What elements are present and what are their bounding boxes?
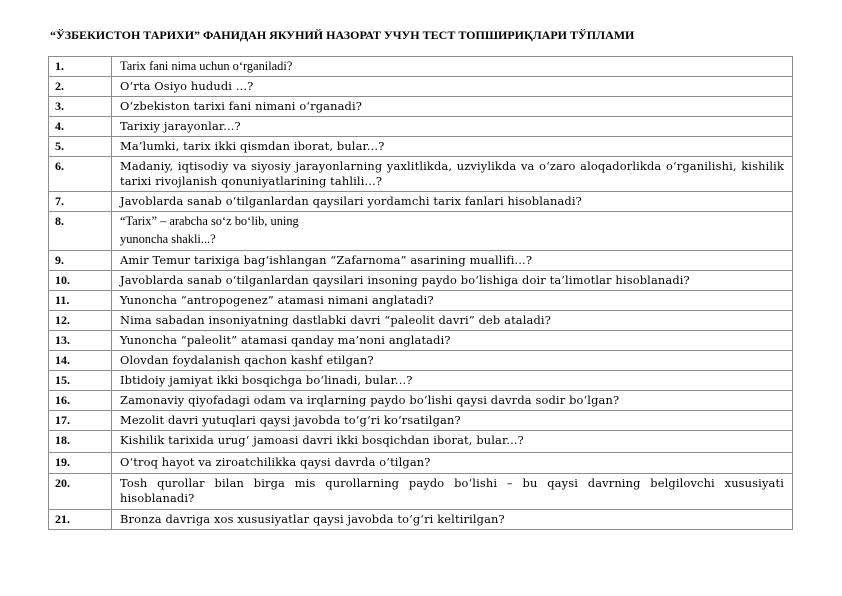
table-row xyxy=(49,192,793,212)
question-number: 12. xyxy=(49,311,112,331)
question-text: Tarixiy jarayonlar...? xyxy=(112,117,793,137)
table-row xyxy=(49,271,793,291)
question-number: 1. xyxy=(49,57,112,77)
table-row xyxy=(49,411,793,431)
question-text: Ibtidoiy jamiyat ikki bosqichga bo‘linadi, bular...? xyxy=(112,371,793,391)
question-number: 16. xyxy=(49,391,112,411)
question-text: O‘zbekiston tarixi fani nimani o‘rganadi? xyxy=(112,97,793,117)
table-row xyxy=(49,453,793,474)
question-text: Tosh qurollar bilan birga mis qurollarning paydo bo‘lishi – bu qaysi davrning belgilovchi xususiyati hisoblanadi? xyxy=(112,474,793,510)
question-number: 15. xyxy=(49,371,112,391)
table-row xyxy=(49,251,793,271)
question-text-line: “Tarix” – arabcha so‘z bo‘lib, uning xyxy=(120,214,299,228)
question-text: Yunoncha “paleolit” atamasi qanday ma’noni anglatadi? xyxy=(112,331,793,351)
table-row xyxy=(49,97,793,117)
question-number: 7. xyxy=(49,192,112,212)
table-row xyxy=(49,57,793,77)
question-text: Javoblarda sanab o‘tilganlardan qaysilari insoning paydo bo‘lishiga doir ta’limotlar hisoblanadi? xyxy=(112,271,793,291)
table-row xyxy=(49,510,793,530)
question-text: Madaniy, iqtisodiy va siyosiy jarayonlarning yaxlitlikda, uzviylikda va o‘zaro aloqadorlikda o‘rganilishi, kishilik tarixi rivojlanish qonuniyatlarining tahlili...? xyxy=(112,157,793,192)
table-row xyxy=(49,371,793,391)
table-row xyxy=(49,311,793,331)
table-row xyxy=(49,474,793,510)
question-number: 6. xyxy=(49,157,112,192)
question-number: 3. xyxy=(49,97,112,117)
question-number: 11. xyxy=(49,291,112,311)
question-number: 9. xyxy=(49,251,112,271)
table-row xyxy=(49,117,793,137)
document-title: “ЎЗБЕКИСТОН ТАРИХИ” ФАНИДАН ЯКУНИЙ НАЗОРАТ УЧУН ТЕСТ ТОПШИРИҚЛАРИ ТЎПЛАМИ xyxy=(50,28,635,42)
question-text: Amir Temur tarixiga bag‘ishlangan “Zafarnoma” asarining muallifi...? xyxy=(112,251,793,271)
question-number: 21. xyxy=(49,510,112,530)
question-text-line: yunoncha shakli...? xyxy=(120,231,216,246)
question-number: 13. xyxy=(49,331,112,351)
question-text: Zamonaviy qiyofadagi odam va irqlarning paydo bo‘lishi qaysi davrda sodir bo‘lgan? xyxy=(112,391,793,411)
question-text: Mezolit davri yutuqlari qaysi javobda to‘g‘ri ko‘rsatilgan? xyxy=(112,411,793,431)
question-number: 20. xyxy=(49,474,112,510)
table-row xyxy=(49,77,793,97)
question-number: 10. xyxy=(49,271,112,291)
questions-table xyxy=(48,56,793,530)
question-text: Olovdan foydalanish qachon kashf etilgan? xyxy=(112,351,793,371)
table-row xyxy=(49,351,793,371)
question-number: 14. xyxy=(49,351,112,371)
question-number: 4. xyxy=(49,117,112,137)
question-text: Tarix fani nima uchun o‘rganiladi? xyxy=(112,57,793,77)
table-row xyxy=(49,431,793,453)
question-number: 8. xyxy=(49,212,112,251)
question-text: Ma’lumki, tarix ikki qismdan iborat, bular...? xyxy=(112,137,793,157)
table-row xyxy=(49,391,793,411)
question-text xyxy=(112,212,793,251)
table-row xyxy=(49,291,793,311)
question-text: O‘rta Osiyo hududi ...? xyxy=(112,77,793,97)
question-number: 17. xyxy=(49,411,112,431)
question-number: 5. xyxy=(49,137,112,157)
question-text: Nima sabadan insoniyatning dastlabki davri “paleolit davri” deb ataladi? xyxy=(112,311,793,331)
question-text: Javoblarda sanab o‘tilganlardan qaysilari yordamchi tarix fanlari hisoblanadi? xyxy=(112,192,793,212)
table-row xyxy=(49,331,793,351)
table-row xyxy=(49,212,793,251)
question-text: O‘troq hayot va ziroatchilikka qaysi davrda o‘tilgan? xyxy=(112,453,793,474)
question-number: 2. xyxy=(49,77,112,97)
table-row xyxy=(49,137,793,157)
question-number: 19. xyxy=(49,453,112,474)
question-text: Kishilik tarixida urug‘ jamoasi davri ikki bosqichdan iborat, bular...? xyxy=(112,431,793,453)
question-text: Yunoncha “antropogenez” atamasi nimani anglatadi? xyxy=(112,291,793,311)
question-number: 18. xyxy=(49,431,112,453)
question-text: Bronza davriga xos xususiyatlar qaysi javobda to‘g‘ri keltirilgan? xyxy=(112,510,793,530)
table-row xyxy=(49,157,793,192)
